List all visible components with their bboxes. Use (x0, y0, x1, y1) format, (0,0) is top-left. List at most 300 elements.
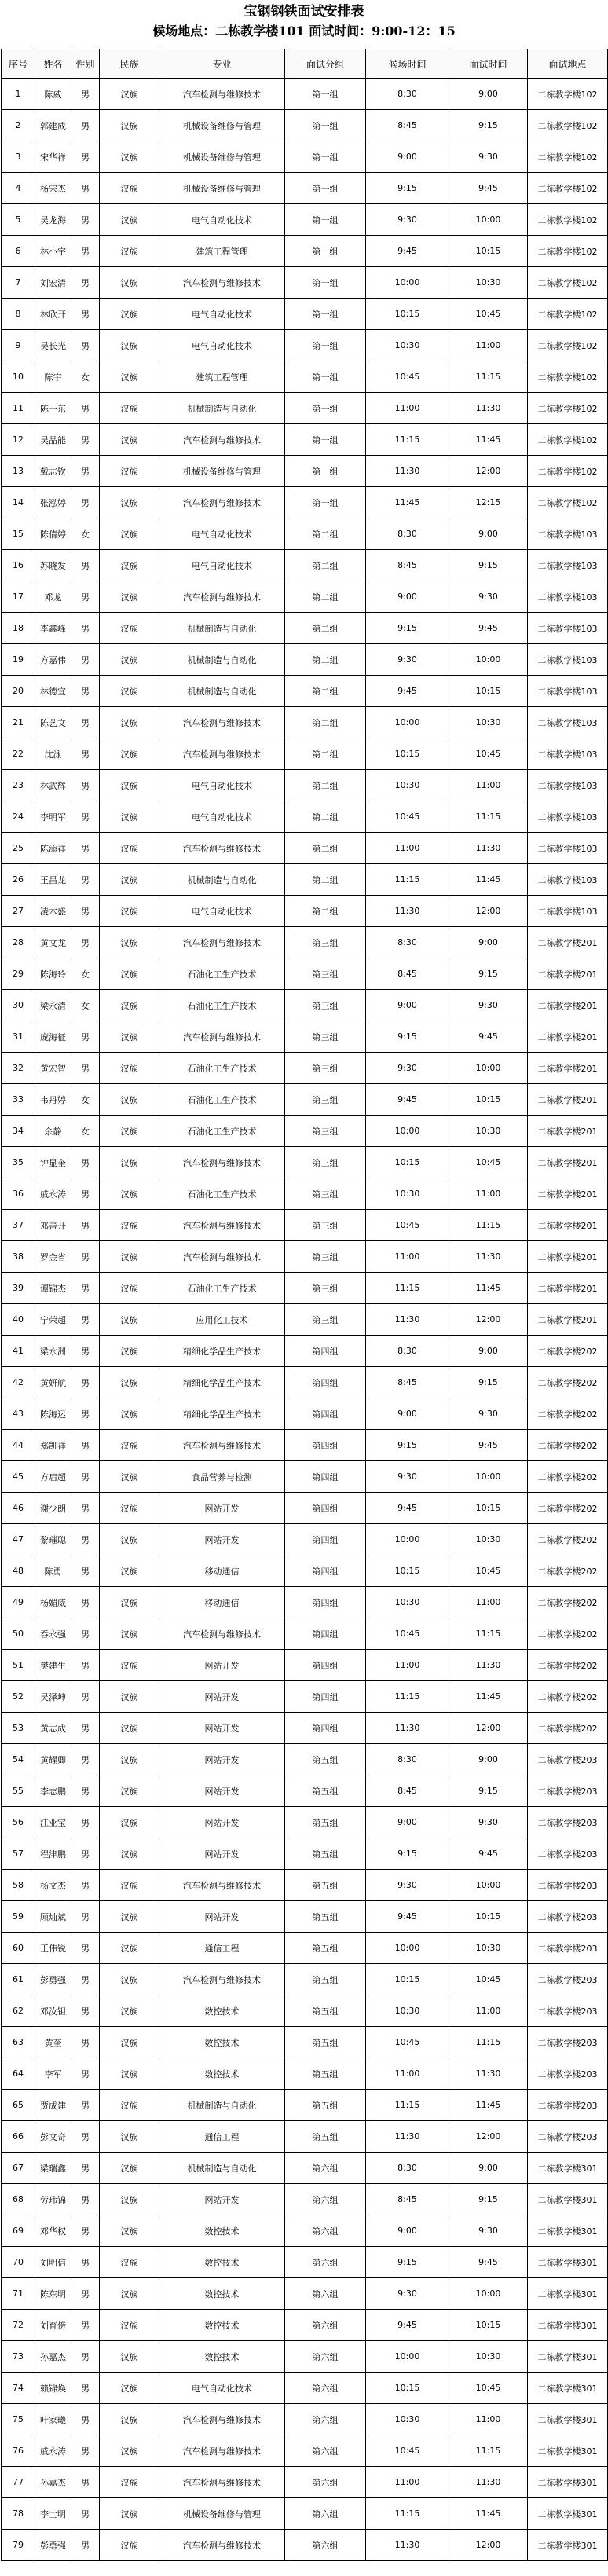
cell-ethnicity: 汉族 (100, 2467, 159, 2498)
cell-location: 二栋教学楼203 (528, 1807, 608, 1838)
cell-name: 王伟锐 (35, 1933, 71, 1964)
cell-seq: 60 (2, 1933, 35, 1964)
cell-seq: 1 (2, 79, 35, 110)
cell-group: 第四组 (285, 1587, 366, 1618)
cell-major: 电气自动化技术 (159, 2373, 285, 2404)
cell-gender: 男 (71, 1555, 100, 1587)
cell-ethnicity: 汉族 (100, 1618, 159, 1650)
cell-major: 电气自动化技术 (159, 518, 285, 550)
cell-gender: 男 (71, 927, 100, 958)
table-row (2, 958, 608, 990)
cell-interview-time: 10:30 (449, 1116, 528, 1147)
cell-group: 第二组 (285, 801, 366, 833)
cell-name: 郭建成 (35, 110, 71, 141)
cell-ethnicity: 汉族 (100, 267, 159, 299)
cell-waiting-time: 11:00 (366, 1650, 449, 1681)
cell-seq: 17 (2, 581, 35, 613)
table-row (2, 1273, 608, 1304)
cell-ethnicity: 汉族 (100, 2435, 159, 2467)
cell-major: 机械设备维修与管理 (159, 456, 285, 487)
cell-seq: 30 (2, 990, 35, 1021)
cell-name: 彭勇强 (35, 1964, 71, 1995)
cell-group: 第五组 (285, 1775, 366, 1807)
cell-name: 谭锦杰 (35, 1273, 71, 1304)
cell-gender: 男 (71, 424, 100, 456)
cell-waiting-time: 10:45 (366, 1210, 449, 1241)
cell-gender: 男 (71, 2027, 100, 2058)
cell-interview-time: 9:45 (449, 173, 528, 204)
cell-gender: 男 (71, 2498, 100, 2530)
cell-location: 二栋教学楼103 (528, 644, 608, 676)
cell-gender: 男 (71, 1713, 100, 1744)
cell-seq: 16 (2, 550, 35, 581)
cell-location: 二栋教学楼102 (528, 487, 608, 518)
cell-interview-time: 9:00 (449, 2153, 528, 2184)
cell-major: 石油化工生产技术 (159, 990, 285, 1021)
cell-waiting-time: 11:15 (366, 864, 449, 896)
cell-seq: 36 (2, 1178, 35, 1210)
cell-interview-time: 11:15 (449, 1210, 528, 1241)
cell-waiting-time: 8:45 (366, 110, 449, 141)
cell-group: 第二组 (285, 738, 366, 770)
table-row (2, 2435, 608, 2467)
table-row (2, 1336, 608, 1367)
cell-seq: 40 (2, 1304, 35, 1336)
cell-interview-time: 10:15 (449, 2310, 528, 2341)
cell-location: 二栋教学楼301 (528, 2247, 608, 2278)
cell-location: 二栋教学楼203 (528, 1838, 608, 1870)
cell-seq: 78 (2, 2498, 35, 2530)
table-row (2, 1367, 608, 1398)
cell-interview-time: 11:45 (449, 864, 528, 896)
table-row (2, 2090, 608, 2121)
cell-waiting-time: 11:30 (366, 1713, 449, 1744)
cell-interview-time: 10:00 (449, 1870, 528, 1901)
cell-name: 黄宏智 (35, 1053, 71, 1084)
cell-waiting-time: 9:30 (366, 1870, 449, 1901)
cell-ethnicity: 汉族 (100, 1178, 159, 1210)
table-row (2, 2530, 608, 2561)
cell-seq: 34 (2, 1116, 35, 1147)
cell-seq: 71 (2, 2278, 35, 2310)
cell-gender: 男 (71, 2467, 100, 2498)
cell-waiting-time: 10:15 (366, 1555, 449, 1587)
cell-major: 通信工程 (159, 2121, 285, 2153)
table-row (2, 738, 608, 770)
cell-ethnicity: 汉族 (100, 1870, 159, 1901)
table-row (2, 1398, 608, 1430)
cell-group: 第一组 (285, 487, 366, 518)
cell-major: 石油化工生产技术 (159, 1084, 285, 1116)
column-header-location: 面试地点 (528, 49, 608, 79)
table-row (2, 896, 608, 927)
cell-interview-time: 10:30 (449, 267, 528, 299)
cell-seq: 53 (2, 1713, 35, 1744)
cell-ethnicity: 汉族 (100, 456, 159, 487)
cell-ethnicity: 汉族 (100, 518, 159, 550)
cell-gender: 男 (71, 204, 100, 236)
cell-group: 第二组 (285, 833, 366, 864)
table-row (2, 2404, 608, 2435)
cell-location: 二栋教学楼202 (528, 1430, 608, 1461)
cell-waiting-time: 8:45 (366, 1775, 449, 1807)
cell-group: 第一组 (285, 361, 366, 393)
cell-ethnicity: 汉族 (100, 2404, 159, 2435)
table-row (2, 1493, 608, 1524)
cell-interview-time: 11:15 (449, 1618, 528, 1650)
cell-waiting-time: 11:00 (366, 393, 449, 424)
cell-ethnicity: 汉族 (100, 2498, 159, 2530)
cell-gender: 女 (71, 958, 100, 990)
cell-waiting-time: 9:15 (366, 1838, 449, 1870)
cell-name: 陈添祥 (35, 833, 71, 864)
cell-waiting-time: 9:15 (366, 1430, 449, 1461)
cell-major: 网站开发 (159, 1493, 285, 1524)
cell-gender: 男 (71, 487, 100, 518)
cell-group: 第五组 (285, 1744, 366, 1775)
cell-gender: 男 (71, 738, 100, 770)
cell-name: 谢少朗 (35, 1493, 71, 1524)
table-row (2, 644, 608, 676)
cell-waiting-time: 10:15 (366, 1964, 449, 1995)
cell-waiting-time: 9:45 (366, 1493, 449, 1524)
cell-location: 二栋教学楼201 (528, 927, 608, 958)
cell-gender: 男 (71, 864, 100, 896)
cell-waiting-time: 9:45 (366, 676, 449, 707)
cell-ethnicity: 汉族 (100, 1650, 159, 1681)
cell-location: 二栋教学楼203 (528, 1870, 608, 1901)
cell-interview-time: 11:00 (449, 330, 528, 361)
cell-seq: 74 (2, 2373, 35, 2404)
cell-seq: 52 (2, 1681, 35, 1713)
cell-interview-time: 9:00 (449, 518, 528, 550)
cell-major: 机械制造与自动化 (159, 676, 285, 707)
cell-location: 二栋教学楼203 (528, 2121, 608, 2153)
cell-ethnicity: 汉族 (100, 393, 159, 424)
cell-seq: 21 (2, 707, 35, 738)
cell-waiting-time: 8:30 (366, 1336, 449, 1367)
cell-interview-time: 9:15 (449, 958, 528, 990)
cell-location: 二栋教学楼202 (528, 1367, 608, 1398)
cell-major: 数控技术 (159, 2247, 285, 2278)
cell-major: 网站开发 (159, 1838, 285, 1870)
cell-major: 网站开发 (159, 2184, 285, 2215)
cell-name: 李明军 (35, 801, 71, 833)
cell-name: 陈勇 (35, 1555, 71, 1587)
cell-gender: 男 (71, 1021, 100, 1053)
table-row (2, 2498, 608, 2530)
cell-seq: 61 (2, 1964, 35, 1995)
cell-location: 二栋教学楼201 (528, 1178, 608, 1210)
cell-gender: 男 (71, 2341, 100, 2373)
cell-name: 庞海征 (35, 1021, 71, 1053)
table-row (2, 1116, 608, 1147)
cell-name: 邓华权 (35, 2215, 71, 2247)
cell-location: 二栋教学楼202 (528, 1461, 608, 1493)
cell-name: 余静 (35, 1116, 71, 1147)
cell-location: 二栋教学楼102 (528, 79, 608, 110)
cell-location: 二栋教学楼301 (528, 2215, 608, 2247)
cell-major: 石油化工生产技术 (159, 1053, 285, 1084)
cell-seq: 15 (2, 518, 35, 550)
cell-interview-time: 12:00 (449, 1713, 528, 1744)
table-row (2, 990, 608, 1021)
cell-gender: 男 (71, 1241, 100, 1273)
cell-location: 二栋教学楼201 (528, 1241, 608, 1273)
cell-name: 贾成建 (35, 2090, 71, 2121)
cell-name: 宋华祥 (35, 141, 71, 173)
cell-name: 劳玮锦 (35, 2184, 71, 2215)
cell-major: 汽车检测与维修技术 (159, 1964, 285, 1995)
cell-waiting-time: 11:15 (366, 1681, 449, 1713)
cell-ethnicity: 汉族 (100, 1933, 159, 1964)
cell-seq: 41 (2, 1336, 35, 1367)
cell-major: 精细化学品生产技术 (159, 1398, 285, 1430)
cell-group: 第一组 (285, 79, 366, 110)
cell-ethnicity: 汉族 (100, 2184, 159, 2215)
cell-seq: 10 (2, 361, 35, 393)
table-row (2, 487, 608, 518)
cell-ethnicity: 汉族 (100, 1807, 159, 1838)
cell-major: 建筑工程管理 (159, 236, 285, 267)
cell-name: 陈倩婷 (35, 518, 71, 550)
cell-seq: 66 (2, 2121, 35, 2153)
cell-seq: 27 (2, 896, 35, 927)
cell-group: 第六组 (285, 2530, 366, 2561)
cell-group: 第四组 (285, 1555, 366, 1587)
cell-group: 第一组 (285, 173, 366, 204)
cell-interview-time: 10:15 (449, 1084, 528, 1116)
cell-group: 第三组 (285, 1021, 366, 1053)
cell-ethnicity: 汉族 (100, 173, 159, 204)
cell-interview-time: 11:30 (449, 833, 528, 864)
cell-group: 第四组 (285, 1650, 366, 1681)
cell-major: 网站开发 (159, 1775, 285, 1807)
cell-waiting-time: 10:30 (366, 2404, 449, 2435)
cell-gender: 男 (71, 2058, 100, 2090)
cell-ethnicity: 汉族 (100, 550, 159, 581)
cell-group: 第三组 (285, 1210, 366, 1241)
cell-interview-time: 9:30 (449, 990, 528, 1021)
cell-gender: 男 (71, 236, 100, 267)
cell-waiting-time: 10:45 (366, 361, 449, 393)
cell-waiting-time: 10:15 (366, 738, 449, 770)
table-row (2, 2153, 608, 2184)
cell-group: 第三组 (285, 1273, 366, 1304)
cell-seq: 59 (2, 1901, 35, 1933)
cell-seq: 57 (2, 1838, 35, 1870)
cell-location: 二栋教学楼301 (528, 2153, 608, 2184)
cell-gender: 男 (71, 1775, 100, 1807)
cell-major: 汽车检测与维修技术 (159, 1241, 285, 1273)
cell-gender: 男 (71, 267, 100, 299)
cell-ethnicity: 汉族 (100, 1681, 159, 1713)
cell-major: 汽车检测与维修技术 (159, 927, 285, 958)
cell-ethnicity: 汉族 (100, 1241, 159, 1273)
cell-group: 第四组 (285, 1367, 366, 1398)
cell-ethnicity: 汉族 (100, 361, 159, 393)
cell-waiting-time: 10:45 (366, 801, 449, 833)
cell-group: 第四组 (285, 1493, 366, 1524)
cell-interview-time: 11:45 (449, 424, 528, 456)
cell-seq: 72 (2, 2310, 35, 2341)
cell-seq: 54 (2, 1744, 35, 1775)
cell-name: 林欣开 (35, 299, 71, 330)
cell-seq: 31 (2, 1021, 35, 1053)
cell-name: 杨媚威 (35, 1587, 71, 1618)
cell-location: 二栋教学楼301 (528, 2404, 608, 2435)
cell-waiting-time: 9:45 (366, 2310, 449, 2341)
cell-group: 第一组 (285, 424, 366, 456)
cell-group: 第二组 (285, 550, 366, 581)
cell-major: 建筑工程管理 (159, 361, 285, 393)
cell-seq: 25 (2, 833, 35, 864)
table-row (2, 2027, 608, 2058)
table-row (2, 1430, 608, 1461)
cell-group: 第四组 (285, 1461, 366, 1493)
cell-location: 二栋教学楼103 (528, 707, 608, 738)
cell-interview-time: 9:30 (449, 2215, 528, 2247)
schedule-table (1, 49, 608, 2561)
cell-interview-time: 9:00 (449, 1336, 528, 1367)
cell-location: 二栋教学楼201 (528, 1021, 608, 1053)
cell-seq: 62 (2, 1995, 35, 2027)
cell-major: 数控技术 (159, 1995, 285, 2027)
cell-group: 第六组 (285, 2184, 366, 2215)
cell-name: 顾灿斌 (35, 1901, 71, 1933)
cell-location: 二栋教学楼203 (528, 1995, 608, 2027)
cell-interview-time: 9:30 (449, 141, 528, 173)
cell-major: 汽车检测与维修技术 (159, 267, 285, 299)
cell-waiting-time: 9:45 (366, 1084, 449, 1116)
cell-gender: 男 (71, 456, 100, 487)
cell-waiting-time: 11:00 (366, 1241, 449, 1273)
cell-waiting-time: 10:45 (366, 1618, 449, 1650)
cell-name: 凌木盛 (35, 896, 71, 927)
cell-waiting-time: 9:15 (366, 173, 449, 204)
cell-group: 第二组 (285, 518, 366, 550)
cell-gender: 男 (71, 1744, 100, 1775)
cell-ethnicity: 汉族 (100, 801, 159, 833)
cell-major: 电气自动化技术 (159, 330, 285, 361)
cell-interview-time: 11:45 (449, 2498, 528, 2530)
cell-gender: 男 (71, 1901, 100, 1933)
cell-major: 食品营养与检测 (159, 1461, 285, 1493)
cell-waiting-time: 9:00 (366, 1398, 449, 1430)
cell-major: 机械设备维修与管理 (159, 173, 285, 204)
cell-gender: 男 (71, 1995, 100, 2027)
cell-gender: 男 (71, 1524, 100, 1555)
cell-ethnicity: 汉族 (100, 1964, 159, 1995)
cell-gender: 男 (71, 550, 100, 581)
cell-seq: 14 (2, 487, 35, 518)
cell-group: 第二组 (285, 644, 366, 676)
cell-ethnicity: 汉族 (100, 896, 159, 927)
cell-name: 赖锦焕 (35, 2373, 71, 2404)
cell-name: 彭文奇 (35, 2121, 71, 2153)
column-header-gender: 性别 (71, 49, 100, 79)
cell-seq: 76 (2, 2435, 35, 2467)
cell-location: 二栋教学楼301 (528, 2373, 608, 2404)
cell-major: 汽车检测与维修技术 (159, 2404, 285, 2435)
cell-ethnicity: 汉族 (100, 79, 159, 110)
cell-gender: 男 (71, 1210, 100, 1241)
cell-interview-time: 9:45 (449, 613, 528, 644)
cell-ethnicity: 汉族 (100, 833, 159, 864)
cell-ethnicity: 汉族 (100, 2090, 159, 2121)
cell-major: 数控技术 (159, 2310, 285, 2341)
cell-major: 数控技术 (159, 2341, 285, 2373)
cell-waiting-time: 10:30 (366, 1587, 449, 1618)
cell-location: 二栋教学楼103 (528, 801, 608, 833)
cell-gender: 男 (71, 110, 100, 141)
cell-ethnicity: 汉族 (100, 1901, 159, 1933)
column-header-interview-time: 面试时间 (449, 49, 528, 79)
cell-waiting-time: 11:00 (366, 833, 449, 864)
cell-interview-time: 10:45 (449, 1147, 528, 1178)
cell-major: 数控技术 (159, 2058, 285, 2090)
cell-group: 第一组 (285, 141, 366, 173)
cell-location: 二栋教学楼203 (528, 1775, 608, 1807)
cell-group: 第一组 (285, 456, 366, 487)
cell-gender: 男 (71, 1681, 100, 1713)
cell-location: 二栋教学楼102 (528, 456, 608, 487)
cell-location: 二栋教学楼301 (528, 2467, 608, 2498)
table-row (2, 518, 608, 550)
cell-location: 二栋教学楼102 (528, 236, 608, 267)
table-row (2, 79, 608, 110)
cell-group: 第五组 (285, 1901, 366, 1933)
cell-seq: 26 (2, 864, 35, 896)
cell-seq: 6 (2, 236, 35, 267)
cell-name: 杨文杰 (35, 1870, 71, 1901)
cell-gender: 男 (71, 2373, 100, 2404)
cell-location: 二栋教学楼103 (528, 550, 608, 581)
cell-group: 第四组 (285, 1618, 366, 1650)
cell-major: 汽车检测与维修技术 (159, 707, 285, 738)
cell-group: 第六组 (285, 2498, 366, 2530)
cell-seq: 7 (2, 267, 35, 299)
cell-name: 黄耀卿 (35, 1744, 71, 1775)
cell-name: 林武辉 (35, 770, 71, 801)
table-row (2, 1870, 608, 1901)
cell-group: 第三组 (285, 1116, 366, 1147)
cell-interview-time: 11:15 (449, 2027, 528, 2058)
cell-waiting-time: 10:30 (366, 1995, 449, 2027)
table-header-row (2, 49, 608, 79)
cell-interview-time: 11:30 (449, 1650, 528, 1681)
table-row (2, 1775, 608, 1807)
cell-major: 汽车检测与维修技术 (159, 2530, 285, 2561)
cell-major: 电气自动化技术 (159, 299, 285, 330)
cell-interview-time: 10:30 (449, 2341, 528, 2373)
cell-gender: 男 (71, 2435, 100, 2467)
column-header-group: 面试分组 (285, 49, 366, 79)
cell-major: 网站开发 (159, 1650, 285, 1681)
cell-major: 汽车检测与维修技术 (159, 424, 285, 456)
cell-waiting-time: 9:30 (366, 2278, 449, 2310)
cell-gender: 男 (71, 1430, 100, 1461)
cell-seq: 20 (2, 676, 35, 707)
cell-ethnicity: 汉族 (100, 1713, 159, 1744)
cell-ethnicity: 汉族 (100, 2278, 159, 2310)
cell-name: 程津鹏 (35, 1838, 71, 1870)
cell-interview-time: 12:00 (449, 2121, 528, 2153)
cell-location: 二栋教学楼201 (528, 1147, 608, 1178)
cell-location: 二栋教学楼301 (528, 2530, 608, 2561)
cell-ethnicity: 汉族 (100, 204, 159, 236)
cell-interview-time: 11:15 (449, 2435, 528, 2467)
